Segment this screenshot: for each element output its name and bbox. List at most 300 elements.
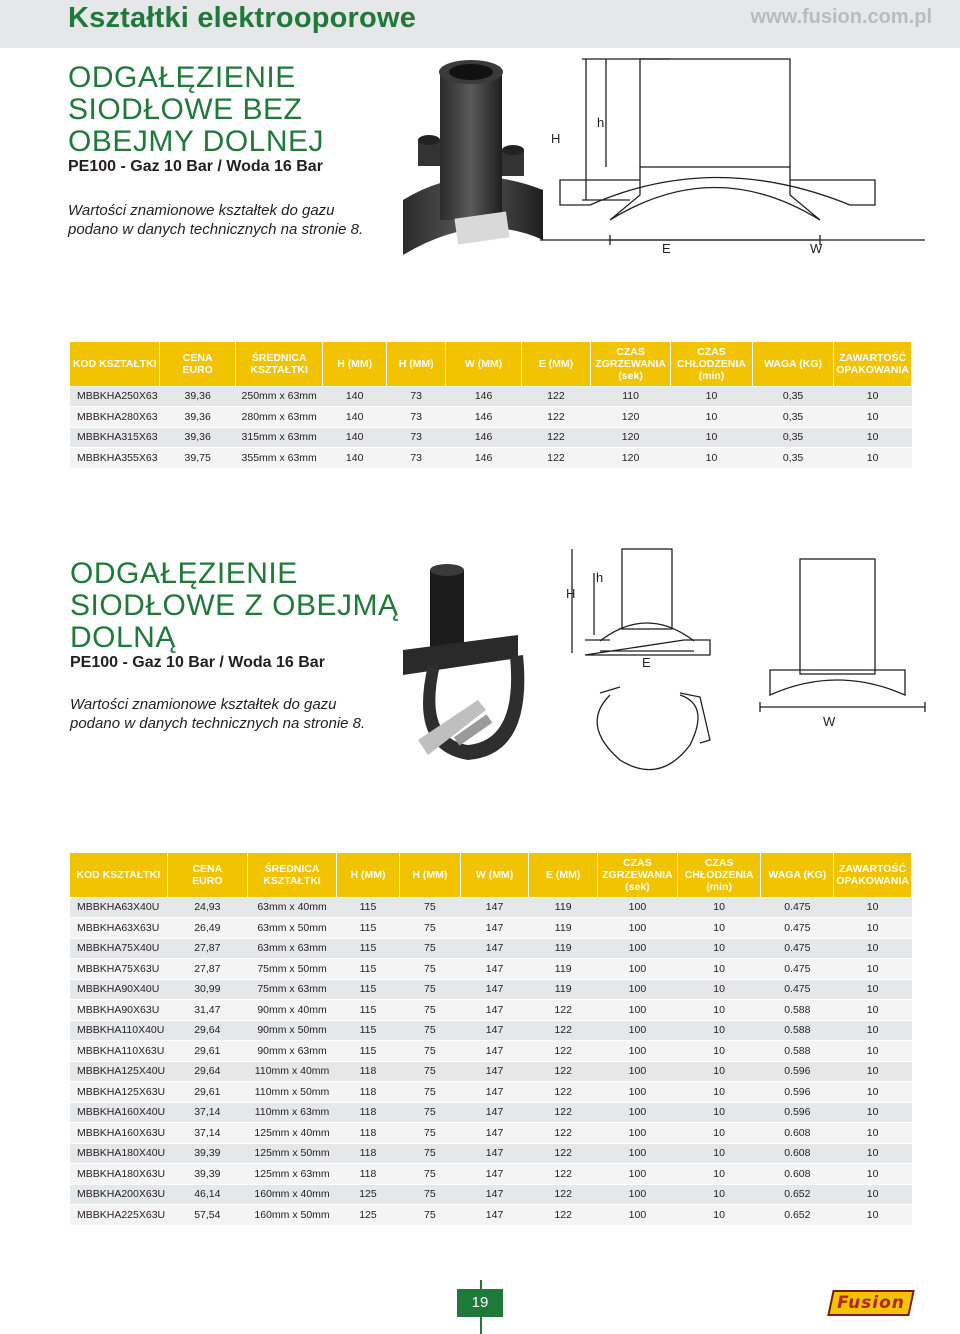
column-header <box>591 342 671 386</box>
table-row <box>70 897 912 918</box>
column-header-line: EURO <box>182 363 213 376</box>
table-cell: 27,87 <box>167 959 247 980</box>
label-H: H <box>566 586 576 601</box>
table-row <box>70 407 912 428</box>
table-cell: 0.475 <box>761 938 834 959</box>
table-cell: 122 <box>529 1082 598 1103</box>
table-row <box>70 918 912 939</box>
table-cell: 119 <box>529 979 598 1000</box>
table-cell: 122 <box>521 386 590 407</box>
table-cell: 10 <box>834 938 912 959</box>
table-row <box>70 1164 912 1185</box>
section2-title-line: DOLNĄ <box>70 621 176 654</box>
table-cell: 118 <box>337 1102 400 1123</box>
table-cell: 73 <box>386 448 446 469</box>
table-cell: 250mm x 63mm <box>235 386 323 407</box>
table-cell: 100 <box>597 1143 677 1164</box>
section1-dimension-diagram <box>530 55 930 270</box>
note-line: Wartości znamionowe kształtek do gazu <box>68 202 335 219</box>
table-row <box>70 1102 912 1123</box>
table-cell: 46,14 <box>167 1184 247 1205</box>
table-cell: 75 <box>399 1082 460 1103</box>
table-cell: 24,93 <box>167 897 247 918</box>
section1-subtitle: PE100 - Gaz 10 Bar / Woda 16 Bar <box>68 158 323 175</box>
table-cell: 110mm x 63mm <box>248 1102 337 1123</box>
table-cell: 10 <box>834 1102 912 1123</box>
table-cell: 29,64 <box>167 1061 247 1082</box>
table-cell: 115 <box>337 979 400 1000</box>
column-header <box>597 853 677 897</box>
table-cell: 118 <box>337 1143 400 1164</box>
table-cell: 100 <box>597 959 677 980</box>
table-row <box>70 1143 912 1164</box>
table-cell: 115 <box>337 1000 400 1021</box>
table-cell: 0.596 <box>761 1061 834 1082</box>
column-header-line: ZAWARTOŚĆ <box>839 862 907 875</box>
table-row <box>70 959 912 980</box>
table-cell: MBBKHA63X40U <box>70 897 167 918</box>
table-cell: 147 <box>460 1082 529 1103</box>
column-header <box>337 853 400 897</box>
table-cell: 63mm x 63mm <box>248 938 337 959</box>
table-cell: 29,61 <box>167 1082 247 1103</box>
table-cell: 0.475 <box>761 897 834 918</box>
table-cell: 0.652 <box>761 1205 834 1226</box>
column-header-line: CENA <box>182 351 213 364</box>
column-header-line: H (MM) <box>412 868 448 881</box>
column-header-line: CZAS <box>704 856 734 869</box>
column-header-line: OPAKOWANIA <box>836 363 909 376</box>
table-cell: 10 <box>677 918 761 939</box>
table-cell: MBBKHA110X40U <box>70 1020 167 1041</box>
column-header <box>386 342 446 386</box>
table-cell: 280mm x 63mm <box>235 407 323 428</box>
table-cell: 100 <box>597 1164 677 1185</box>
table-cell: 120 <box>591 448 671 469</box>
section1-title-line: ODGAŁĘZIENIE <box>68 61 296 94</box>
section1-title <box>68 62 324 158</box>
table-cell: 315mm x 63mm <box>235 427 323 448</box>
table-cell: 125mm x 63mm <box>248 1164 337 1185</box>
table-cell: 37,14 <box>167 1102 247 1123</box>
table-row <box>70 1184 912 1205</box>
table-cell: 100 <box>597 897 677 918</box>
column-header-line: OPAKOWANIA <box>836 874 909 887</box>
table-cell: 147 <box>460 897 529 918</box>
table-cell: 75 <box>399 897 460 918</box>
table-cell: 0.608 <box>761 1123 834 1144</box>
table-cell: 39,36 <box>160 427 235 448</box>
table-cell: 100 <box>597 1020 677 1041</box>
table-cell: 39,39 <box>167 1164 247 1185</box>
table-cell: 110mm x 50mm <box>248 1082 337 1103</box>
table-cell: 10 <box>834 959 912 980</box>
column-header-line: KSZTAŁTKI <box>263 874 321 887</box>
column-header-line: WAGA (KG) <box>768 868 827 881</box>
column-header <box>761 853 834 897</box>
table-cell: 75 <box>399 1143 460 1164</box>
table-cell: MBBKHA315X63 <box>70 427 160 448</box>
column-header-line: W (MM) <box>475 868 514 881</box>
label-h: h <box>596 570 604 585</box>
table-cell: 10 <box>834 407 912 428</box>
table-cell: 29,61 <box>167 1041 247 1062</box>
table-cell: 125 <box>337 1205 400 1226</box>
table-cell: MBBKHA160X63U <box>70 1123 167 1144</box>
table-cell: 118 <box>337 1164 400 1185</box>
section2-spec-table <box>70 853 912 1225</box>
column-header-line: (min) <box>698 369 725 382</box>
table-cell: 10 <box>834 1020 912 1041</box>
table-cell: 119 <box>529 959 598 980</box>
table-cell: 110 <box>591 386 671 407</box>
table-cell: 147 <box>460 1061 529 1082</box>
table-row <box>70 1205 912 1226</box>
table-cell: MBBKHA355X63 <box>70 448 160 469</box>
table-cell: 90mm x 50mm <box>248 1020 337 1041</box>
table-cell: 100 <box>597 1082 677 1103</box>
table-cell: MBBKHA180X40U <box>70 1143 167 1164</box>
table-cell: 10 <box>671 448 753 469</box>
table-cell: 0.588 <box>761 1020 834 1041</box>
table-cell: 90mm x 40mm <box>248 1000 337 1021</box>
column-header-line: ŚREDNICA <box>251 351 307 364</box>
table-cell: 118 <box>337 1061 400 1082</box>
table-cell: 115 <box>337 1041 400 1062</box>
table-cell: 355mm x 63mm <box>235 448 323 469</box>
column-header <box>834 853 912 897</box>
table-cell: 147 <box>460 918 529 939</box>
logo-text: Fusion <box>837 1293 905 1313</box>
section1-title-line: SIODŁOWE BEZ <box>68 93 303 126</box>
table-cell: MBBKHA63X63U <box>70 918 167 939</box>
table-cell: 75 <box>399 1020 460 1041</box>
table-cell: 122 <box>521 448 590 469</box>
table-cell: 100 <box>597 1184 677 1205</box>
column-header <box>248 853 337 897</box>
column-header-line: H (MM) <box>337 357 373 370</box>
label-H: H <box>551 131 561 146</box>
table-cell: 39,75 <box>160 448 235 469</box>
table-header-row <box>70 853 912 897</box>
table-cell: 100 <box>597 1205 677 1226</box>
table-cell: 147 <box>460 1184 529 1205</box>
table-cell: MBBKHA200X63U <box>70 1184 167 1205</box>
table-cell: 75 <box>399 1164 460 1185</box>
table-cell: 147 <box>460 959 529 980</box>
table-cell: 115 <box>337 897 400 918</box>
table-cell: 10 <box>834 386 912 407</box>
table-cell: 100 <box>597 1123 677 1144</box>
table-cell: 110mm x 40mm <box>248 1061 337 1082</box>
table-cell: 115 <box>337 1020 400 1041</box>
table-cell: 122 <box>529 1184 598 1205</box>
table-cell: 115 <box>337 918 400 939</box>
section1-title-line: OBEJMY DOLNEJ <box>68 125 325 158</box>
table-cell: 10 <box>671 427 753 448</box>
table-cell: 10 <box>834 448 912 469</box>
table-cell: 0.608 <box>761 1164 834 1185</box>
column-header-line: H (MM) <box>398 357 434 370</box>
table-row <box>70 938 912 959</box>
column-header-line: H (MM) <box>350 868 386 881</box>
table-cell: 10 <box>677 1143 761 1164</box>
note-line: Wartości znamionowe kształtek do gazu <box>70 696 337 713</box>
table-cell: 140 <box>323 427 386 448</box>
table-cell: 37,14 <box>167 1123 247 1144</box>
table-cell: 10 <box>834 1000 912 1021</box>
column-header-line: KOD KSZTAŁTKI <box>76 868 161 881</box>
table-cell: 100 <box>597 1000 677 1021</box>
table-cell: 147 <box>460 1205 529 1226</box>
label-E: E <box>662 241 671 256</box>
table-cell: MBBKHA280X63 <box>70 407 160 428</box>
table-cell: MBBKHA250X63 <box>70 386 160 407</box>
table-cell: 63mm x 50mm <box>248 918 337 939</box>
table-cell: 115 <box>337 959 400 980</box>
table-cell: 0.588 <box>761 1000 834 1021</box>
table-cell: 122 <box>529 1041 598 1062</box>
table-cell: 10 <box>834 1205 912 1226</box>
table-cell: 10 <box>834 1061 912 1082</box>
column-header-line: WAGA (KG) <box>764 357 823 370</box>
table-cell: 73 <box>386 407 446 428</box>
column-header-line: KOD KSZTAŁTKI <box>72 357 157 370</box>
table-cell: 122 <box>521 427 590 448</box>
column-header-line: CHŁODZENIA <box>677 357 746 370</box>
table-cell: 160mm x 50mm <box>248 1205 337 1226</box>
column-header-line: CZAS <box>623 856 652 869</box>
column-header-line: ZGRZEWANIA <box>595 357 666 370</box>
table-cell: 75 <box>399 938 460 959</box>
table-cell: 10 <box>834 427 912 448</box>
table-cell: 122 <box>529 1205 598 1226</box>
section2-title-line: SIODŁOWE Z OBEJMĄ <box>70 589 399 622</box>
table-cell: 119 <box>529 938 598 959</box>
table-row <box>70 1082 912 1103</box>
table-cell: 100 <box>597 938 677 959</box>
saddle-fitting-photo <box>398 50 548 260</box>
column-header-line: ZGRZEWANIA <box>602 868 673 881</box>
page-title: Kształtki elektrooporowe <box>68 2 417 34</box>
table-cell: 29,64 <box>167 1020 247 1041</box>
table-cell: 122 <box>529 1061 598 1082</box>
table-cell: 100 <box>597 1041 677 1062</box>
table-cell: MBBKHA225X63U <box>70 1205 167 1226</box>
table-cell: 0.588 <box>761 1041 834 1062</box>
table-cell: 10 <box>834 918 912 939</box>
column-header-line: KSZTAŁTKI <box>250 363 308 376</box>
table-cell: 63mm x 40mm <box>248 897 337 918</box>
section2-title <box>70 558 399 654</box>
table-cell: 10 <box>677 1020 761 1041</box>
table-cell: 120 <box>591 427 671 448</box>
table-cell: 147 <box>460 979 529 1000</box>
table-cell: 31,47 <box>167 1000 247 1021</box>
table-cell: 10 <box>671 386 753 407</box>
table-cell: MBBKHA110X63U <box>70 1041 167 1062</box>
table-row <box>70 386 912 407</box>
table-cell: 100 <box>597 918 677 939</box>
column-header-line: ZAWARTOŚĆ <box>839 351 907 364</box>
table-cell: 10 <box>677 1061 761 1082</box>
column-header <box>677 853 761 897</box>
table-cell: 120 <box>591 407 671 428</box>
table-cell: 75 <box>399 1123 460 1144</box>
section2-note <box>70 695 365 733</box>
table-cell: 10 <box>834 1082 912 1103</box>
table-row <box>70 1020 912 1041</box>
table-cell: 100 <box>597 979 677 1000</box>
column-header <box>235 342 323 386</box>
table-cell: 0.652 <box>761 1184 834 1205</box>
table-cell: 0.596 <box>761 1082 834 1103</box>
table-cell: 39,36 <box>160 386 235 407</box>
site-url[interactable]: www.fusion.com.pl <box>750 6 932 28</box>
table-cell: MBBKHA75X63U <box>70 959 167 980</box>
column-header-line: E (MM) <box>545 868 581 881</box>
column-header-line: (min) <box>706 880 732 893</box>
column-header <box>671 342 753 386</box>
column-header <box>446 342 521 386</box>
page-number: 19 <box>457 1289 503 1317</box>
label-h: h <box>597 115 605 130</box>
table-cell: 146 <box>446 448 521 469</box>
table-cell: 147 <box>460 1000 529 1021</box>
column-header-line: ŚREDNICA <box>264 862 320 875</box>
table-cell: 147 <box>460 1020 529 1041</box>
table-cell: 140 <box>323 448 386 469</box>
note-line: podano w danych technicznych na stronie 8. <box>70 715 366 732</box>
column-header <box>529 853 598 897</box>
section2-subtitle: PE100 - Gaz 10 Bar / Woda 16 Bar <box>70 654 325 671</box>
table-cell: 10 <box>677 1123 761 1144</box>
column-header-line: E (MM) <box>538 357 574 370</box>
table-cell: 147 <box>460 1123 529 1144</box>
table-cell: 26,49 <box>167 918 247 939</box>
column-header <box>834 342 912 386</box>
table-row <box>70 448 912 469</box>
table-row <box>70 1123 912 1144</box>
note-line: podano w danych technicznych na stronie 8. <box>68 221 364 238</box>
column-header-line: W (MM) <box>464 357 503 370</box>
column-header-line: (sek) <box>625 880 650 893</box>
table-cell: 122 <box>529 1164 598 1185</box>
column-header <box>399 853 460 897</box>
table-cell: 0.475 <box>761 918 834 939</box>
table-cell: 147 <box>460 1164 529 1185</box>
saddle-with-clamp-photo <box>398 560 548 785</box>
table-cell: 147 <box>460 1143 529 1164</box>
table-cell: 118 <box>337 1082 400 1103</box>
table-cell: 125 <box>337 1184 400 1205</box>
table-cell: 0.596 <box>761 1102 834 1123</box>
table-cell: 10 <box>834 1164 912 1185</box>
column-header-line: CENA <box>192 862 223 875</box>
column-header-line: CZAS <box>697 345 726 358</box>
table-cell: 122 <box>529 1020 598 1041</box>
table-cell: 118 <box>337 1123 400 1144</box>
table-cell: 0.608 <box>761 1143 834 1164</box>
table-cell: 75mm x 63mm <box>248 979 337 1000</box>
table-cell: 0,35 <box>752 407 833 428</box>
table-cell: 10 <box>677 1000 761 1021</box>
section2-title-line: ODGAŁĘZIENIE <box>70 557 298 590</box>
table-cell: 119 <box>529 918 598 939</box>
table-cell: 73 <box>386 386 446 407</box>
table-cell: 10 <box>834 1041 912 1062</box>
column-header <box>167 853 247 897</box>
label-W: W <box>823 714 836 729</box>
table-cell: 75 <box>399 1102 460 1123</box>
table-header-row <box>70 342 912 386</box>
column-header-line: EURO <box>192 874 223 887</box>
fusion-logo <box>827 1290 915 1316</box>
table-cell: 10 <box>834 1143 912 1164</box>
table-cell: 30,99 <box>167 979 247 1000</box>
table-cell: 75 <box>399 1205 460 1226</box>
table-cell: MBBKHA125X63U <box>70 1082 167 1103</box>
table-row <box>70 427 912 448</box>
table-cell: 10 <box>677 1041 761 1062</box>
table-cell: 140 <box>323 407 386 428</box>
table-cell: 10 <box>677 897 761 918</box>
table-cell: 75 <box>399 979 460 1000</box>
label-E: E <box>642 655 651 670</box>
table-cell: 122 <box>529 1123 598 1144</box>
table-cell: 125mm x 50mm <box>248 1143 337 1164</box>
table-cell: 39,39 <box>167 1143 247 1164</box>
table-cell: 140 <box>323 386 386 407</box>
table-cell: 75 <box>399 959 460 980</box>
column-header <box>323 342 386 386</box>
table-row <box>70 979 912 1000</box>
table-cell: 122 <box>529 1000 598 1021</box>
table-cell: 122 <box>529 1102 598 1123</box>
table-cell: 75 <box>399 1000 460 1021</box>
table-cell: MBBKHA90X40U <box>70 979 167 1000</box>
table-cell: 10 <box>677 1205 761 1226</box>
table-cell: 75mm x 50mm <box>248 959 337 980</box>
table-cell: 39,36 <box>160 407 235 428</box>
table-cell: 10 <box>677 979 761 1000</box>
table-cell: 122 <box>521 407 590 428</box>
table-cell: 10 <box>834 1184 912 1205</box>
table-cell: MBBKHA75X40U <box>70 938 167 959</box>
table-cell: 27,87 <box>167 938 247 959</box>
table-cell: MBBKHA160X40U <box>70 1102 167 1123</box>
table-row <box>70 1061 912 1082</box>
table-row <box>70 1000 912 1021</box>
table-cell: 0,35 <box>752 386 833 407</box>
table-cell: 119 <box>529 897 598 918</box>
table-cell: 125mm x 40mm <box>248 1123 337 1144</box>
table-cell: 10 <box>677 1184 761 1205</box>
column-header-line: CZAS <box>616 345 645 358</box>
table-cell: 0,35 <box>752 427 833 448</box>
column-header <box>70 853 167 897</box>
table-cell: 160mm x 40mm <box>248 1184 337 1205</box>
table-cell: 10 <box>677 1102 761 1123</box>
table-cell: 10 <box>677 959 761 980</box>
table-cell: MBBKHA125X40U <box>70 1061 167 1082</box>
column-header-line: (sek) <box>618 369 643 382</box>
table-cell: 100 <box>597 1061 677 1082</box>
table-cell: 90mm x 63mm <box>248 1041 337 1062</box>
table-cell: 0,35 <box>752 448 833 469</box>
table-cell: MBBKHA180X63U <box>70 1164 167 1185</box>
section1-note <box>68 201 363 239</box>
